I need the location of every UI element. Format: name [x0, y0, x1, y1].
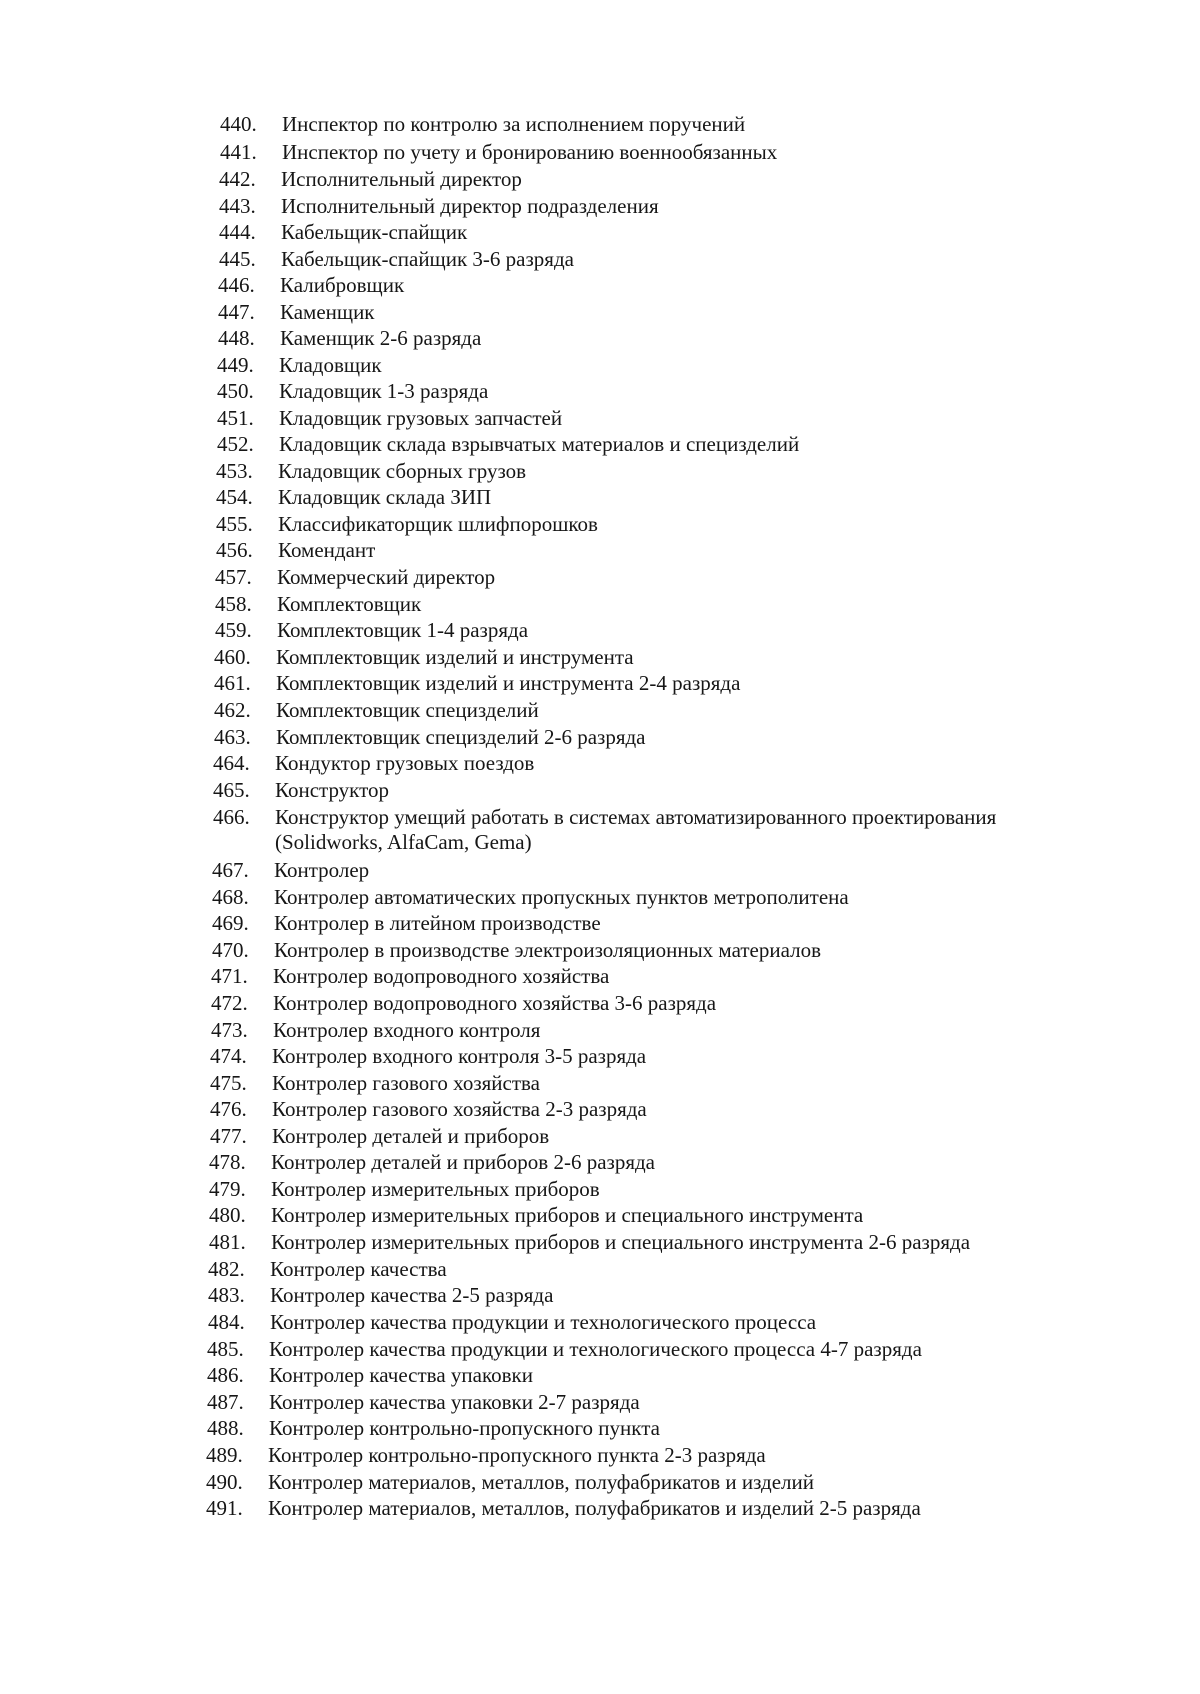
- list-item-text-line: Кондуктор грузовых поездов: [275, 751, 535, 775]
- list-item-text-line: Кладовщик 1-3 разряда: [279, 379, 489, 403]
- list-item-number: 446.: [218, 273, 255, 297]
- list-item-text-line: Кладовщик сборных грузов: [278, 459, 527, 483]
- list-item-text: [269, 1363, 533, 1388]
- list-item-text-line: Контролер измерительных приборов: [271, 1177, 600, 1201]
- list-item-text-line: Комплектовщик изделий и инструмента: [276, 645, 634, 669]
- list-item-text-line: Коммерческий директор: [277, 565, 496, 589]
- list-item-text-line: Контролер качества: [270, 1257, 447, 1281]
- list-item-text: [280, 273, 404, 298]
- list-item-text: [272, 1097, 647, 1122]
- list-item-text: [268, 1443, 766, 1468]
- list-item-text-line: Комплектовщик специзделий 2-6 разряда: [276, 725, 646, 749]
- list-item-text-line: Контролер: [274, 858, 370, 882]
- list-item-text-line: Комендант: [278, 538, 376, 562]
- list-item-text: [271, 1230, 970, 1255]
- list-item-number: 483.: [208, 1283, 245, 1307]
- list-item-number: 479.: [209, 1177, 246, 1201]
- list-item-number: 482.: [208, 1257, 245, 1281]
- list-item-text-line: Контролер контрольно-пропускного пункта: [269, 1416, 660, 1440]
- list-item-number: 486.: [207, 1363, 244, 1387]
- list-item-number: 480.: [209, 1203, 246, 1227]
- list-item-text: [277, 565, 495, 590]
- list-item-text: [269, 1390, 640, 1415]
- list-item-text: [280, 300, 375, 325]
- list-item-number: 474.: [210, 1044, 247, 1068]
- list-item-text-line: Исполнительный директор подразделения: [281, 194, 659, 218]
- list-item-text: [273, 991, 716, 1016]
- list-item-text-line: Кладовщик склада взрывчатых материалов и специзделий: [279, 432, 800, 456]
- list-item-text: [282, 140, 777, 165]
- list-item-text-line: Контролер качества упаковки: [269, 1363, 533, 1387]
- list-item-text-line: Инспектор по контролю за исполнением поручений: [282, 112, 746, 136]
- list-item-number: 477.: [210, 1124, 247, 1148]
- list-item-number: 441.: [220, 140, 257, 164]
- list-item-text: [270, 1310, 816, 1335]
- list-item-text: [274, 938, 821, 963]
- list-item-number: 445.: [219, 247, 256, 271]
- list-item-text: [270, 1283, 553, 1308]
- list-item-text: [273, 1018, 540, 1043]
- list-item-text: [269, 1416, 660, 1441]
- list-item-text: [271, 1177, 600, 1202]
- list-item-text-line: Кладовщик: [279, 353, 382, 377]
- list-item-text-line: Контролер входного контроля 3-5 разряда: [272, 1044, 647, 1068]
- list-item-text: [281, 247, 574, 272]
- list-item-text: [276, 725, 646, 750]
- list-item-number: 489.: [206, 1443, 243, 1467]
- list-item-text-line: Комплектовщик: [277, 592, 422, 616]
- list-item-text-line: Контролер качества упаковки 2-7 разряда: [269, 1390, 640, 1414]
- list-item-text: [279, 379, 488, 404]
- list-item-text-line: Контролер качества продукции и технологического процесса: [270, 1310, 817, 1334]
- list-item-number: 440.: [220, 112, 257, 136]
- list-item-text: [272, 1044, 646, 1069]
- list-item-text-line: Контролер деталей и приборов: [272, 1124, 550, 1148]
- list-item-number: 465.: [213, 778, 250, 802]
- list-item-text-line: Контролер измерительных приборов и специального инструмента: [271, 1203, 864, 1227]
- list-item-text-line: Кладовщик грузовых запчастей: [279, 406, 563, 430]
- list-item-number: 448.: [218, 326, 255, 350]
- list-item-number: 451.: [217, 406, 254, 430]
- list-item-text: [281, 220, 467, 245]
- list-item-text: [279, 353, 382, 378]
- list-item-text-line: Каменщик: [280, 300, 375, 324]
- list-item-number: 455.: [216, 512, 253, 536]
- list-item-text-line: Калибровщик: [280, 273, 405, 297]
- list-item-text-line: Контролер в производстве электроизоляционных материалов: [274, 938, 821, 962]
- list-item-text-line: Контролер в литейном производстве: [274, 911, 601, 935]
- list-item-text: [279, 406, 562, 431]
- list-item-text-line: Комплектовщик 1-4 разряда: [277, 618, 529, 642]
- list-item-text: [278, 538, 375, 563]
- list-item-number: 467.: [212, 858, 249, 882]
- list-item-text-continuation: (Solidworks, AlfaCam, Gema): [275, 830, 532, 854]
- list-item-number: 442.: [219, 167, 256, 191]
- list-item-number: 463.: [214, 725, 251, 749]
- list-item-text-line: Контролер контрольно-пропускного пункта 2-3 разряда: [268, 1443, 766, 1467]
- list-item-text: [274, 858, 369, 883]
- list-item-text: [273, 964, 609, 989]
- list-item-text: [278, 485, 491, 510]
- list-item-text-line: Комплектовщик изделий и инструмента 2-4 разряда: [276, 671, 741, 695]
- list-item-number: 447.: [218, 300, 255, 324]
- list-item-text-line: Инспектор по учету и бронированию военнообязанных: [282, 140, 778, 164]
- list-item-number: 461.: [214, 671, 251, 695]
- list-item-text-line: Классификаторщик шлифпорошков: [278, 512, 598, 536]
- list-item-text: [281, 167, 522, 192]
- list-item-text-line: Контролер водопроводного хозяйства: [273, 964, 610, 988]
- list-item-number: 471.: [211, 964, 248, 988]
- list-item-text: [272, 1124, 549, 1149]
- list-item-number: 456.: [216, 538, 253, 562]
- list-item-number: 470.: [212, 938, 249, 962]
- list-item-text-line: Контролер качества 2-5 разряда: [270, 1283, 554, 1307]
- list-item-text: [271, 1150, 655, 1175]
- list-item-text-line: Контролер качества продукции и технологического процесса 4-7 разряда: [269, 1337, 922, 1361]
- list-item-number: 481.: [209, 1230, 246, 1254]
- list-item-number: 472.: [211, 991, 248, 1015]
- list-item-text: [274, 885, 849, 910]
- list-item-text: [270, 1257, 447, 1282]
- list-item-text-line: Контролер измерительных приборов и специального инструмента 2-6 разряда: [271, 1230, 971, 1254]
- list-item-number: 491.: [206, 1496, 243, 1520]
- list-item-number: 466.: [213, 805, 250, 829]
- list-item-number: 478.: [209, 1150, 246, 1174]
- list-item-text: [275, 751, 534, 776]
- list-item-text: [268, 1496, 921, 1521]
- list-item-text-line: Кабельщик-спайщик 3-6 разряда: [281, 247, 574, 271]
- list-item-number: 460.: [214, 645, 251, 669]
- list-item-text: [281, 194, 659, 219]
- list-item-text: [280, 326, 481, 351]
- list-item-text-line: Конструктор умещий работать в системах автоматизированного проектирования: [275, 805, 997, 829]
- list-item-text: [277, 618, 528, 643]
- list-item-number: 458.: [215, 592, 252, 616]
- list-item-number: 490.: [206, 1470, 243, 1494]
- list-item-text: [274, 911, 601, 936]
- list-item-number: 462.: [214, 698, 251, 722]
- list-item-text-line: Контролер материалов, металлов, полуфабрикатов и изделий 2-5 разряда: [268, 1496, 921, 1520]
- list-item-number: 476.: [210, 1097, 247, 1121]
- list-item-number: 459.: [215, 618, 252, 642]
- list-item-text-line: Конструктор: [275, 778, 390, 802]
- list-item-text: [277, 592, 421, 617]
- list-item-text-line: Контролер деталей и приборов 2-6 разряда: [271, 1150, 655, 1174]
- list-item-number: 487.: [207, 1390, 244, 1414]
- list-item-number: 453.: [216, 459, 253, 483]
- list-item-number: 484.: [208, 1310, 245, 1334]
- list-item-text-line: Контролер газового хозяйства: [272, 1071, 540, 1095]
- list-item-text: [276, 698, 539, 723]
- list-item-text-line: Кабельщик-спайщик: [281, 220, 468, 244]
- list-item-text: [275, 778, 389, 803]
- list-item-number: 444.: [219, 220, 256, 244]
- list-item-number: 457.: [215, 565, 252, 589]
- list-item-text: [269, 1337, 922, 1362]
- list-item-number: 488.: [207, 1416, 244, 1440]
- list-item-number: 454.: [216, 485, 253, 509]
- list-item-text: [276, 671, 740, 696]
- list-item-number: 464.: [213, 751, 250, 775]
- list-item-number: 468.: [212, 885, 249, 909]
- list-item-number: 443.: [219, 194, 256, 218]
- list-item-text-line: Кладовщик склада ЗИП: [278, 485, 492, 509]
- list-item-text: [278, 512, 598, 537]
- list-item-text: [276, 645, 634, 670]
- list-item-number: 485.: [207, 1337, 244, 1361]
- list-item-number: 473.: [211, 1018, 248, 1042]
- list-item-number: 452.: [217, 432, 254, 456]
- list-item-text-line: Контролер газового хозяйства 2-3 разряда: [272, 1097, 647, 1121]
- list-item-number: 450.: [217, 379, 254, 403]
- list-item-text: [268, 1470, 814, 1495]
- list-item-text: [271, 1203, 863, 1228]
- list-item-text: [279, 432, 799, 457]
- list-item-number: 449.: [217, 353, 254, 377]
- list-item-text-line: Контролер автоматических пропускных пунктов метрополитена: [274, 885, 849, 909]
- list-item-text: [278, 459, 526, 484]
- list-item-text-line: Контролер входного контроля: [273, 1018, 541, 1042]
- list-item-text-line: Контролер материалов, металлов, полуфабрикатов и изделий: [268, 1470, 814, 1494]
- list-item-text: [282, 112, 745, 137]
- list-item-text-line: Контролер водопроводного хозяйства 3-6 разряда: [273, 991, 717, 1015]
- list-item-text: [272, 1071, 540, 1096]
- list-item-number: 475.: [210, 1071, 247, 1095]
- list-item-text: [275, 805, 996, 855]
- list-item-text-line: Комплектовщик специзделий: [276, 698, 539, 722]
- list-item-number: 469.: [212, 911, 249, 935]
- list-item-text-line: Исполнительный директор: [281, 167, 522, 191]
- list-item-text-line: Каменщик 2-6 разряда: [280, 326, 482, 350]
